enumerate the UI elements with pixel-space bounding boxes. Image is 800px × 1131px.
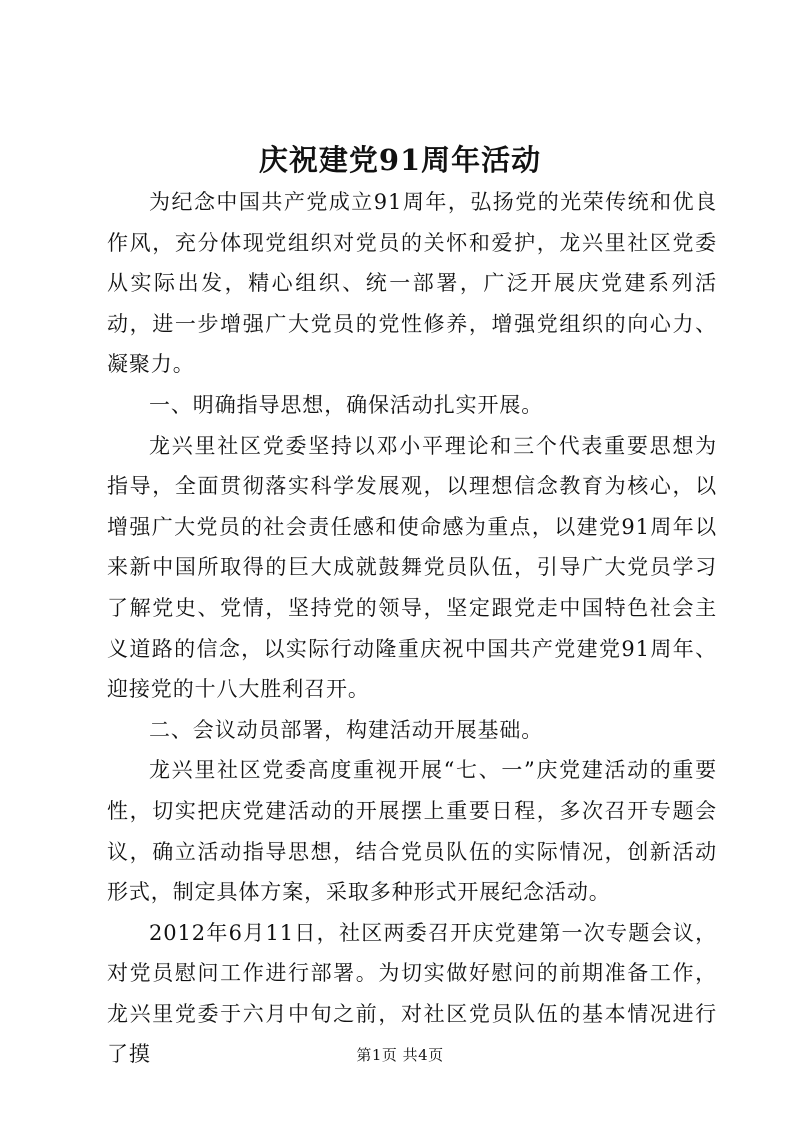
section-heading-1: 一、明确指导思想，确保活动扎实开展。 <box>149 392 544 417</box>
document-body <box>107 182 717 1075</box>
paragraph-intro: 为纪念中国共产党成立91周年，弘扬党的光荣传统和优良作风，充分体现党组织对党员的关怀和爱护，龙兴里社区党委从实际出发，精心组织、统一部署，广泛开展庆党建系列活动，进一步增强广大党员的党性修养，增强党组织的向心力、凝聚力。 <box>107 190 717 377</box>
paragraph-section-2: 龙兴里社区党委高度重视开展“七、一”庆党建活动的重要性，切实把庆党建活动的开展摆上重要日程，多次召开专题会议，确立活动指导思想，结合党员队伍的实际情况，创新活动形式，制定具体方案，采取多种形式开展纪念活动。 <box>107 758 717 905</box>
document-title: 庆祝建党91周年活动 <box>258 143 542 177</box>
page-number: 第1页 共4页 <box>356 1046 444 1064</box>
section-heading-2: 二、会议动员部署，构建活动开展基础。 <box>149 717 544 742</box>
paragraph-section-1: 龙兴里社区党委坚持以邓小平理论和三个代表重要思想为指导，全面贯彻落实科学发展观，以理想信念教育为核心，以增强广大党员的社会责任感和使命感为重点，以建党91周年以来新中国所取得的巨大成就鼓舞党员队伍，引导广大党员学习了解党史、党情，坚持党的领导，坚定跟党走中国特色社会主义道路的信念，以实际行动隆重庆祝中国共产党建党91周年、迎接党的十八大胜利召开。 <box>107 433 717 702</box>
paragraph-section-2-detail: 2012年6月11日，社区两委召开庆党建第一次专题会议，对党员慰问工作进行部署。为切实做好慰问的前期准备工作，龙兴里党委于六月中旬之前，对社区党员队伍的基本情况进行了摸 <box>107 920 717 1067</box>
